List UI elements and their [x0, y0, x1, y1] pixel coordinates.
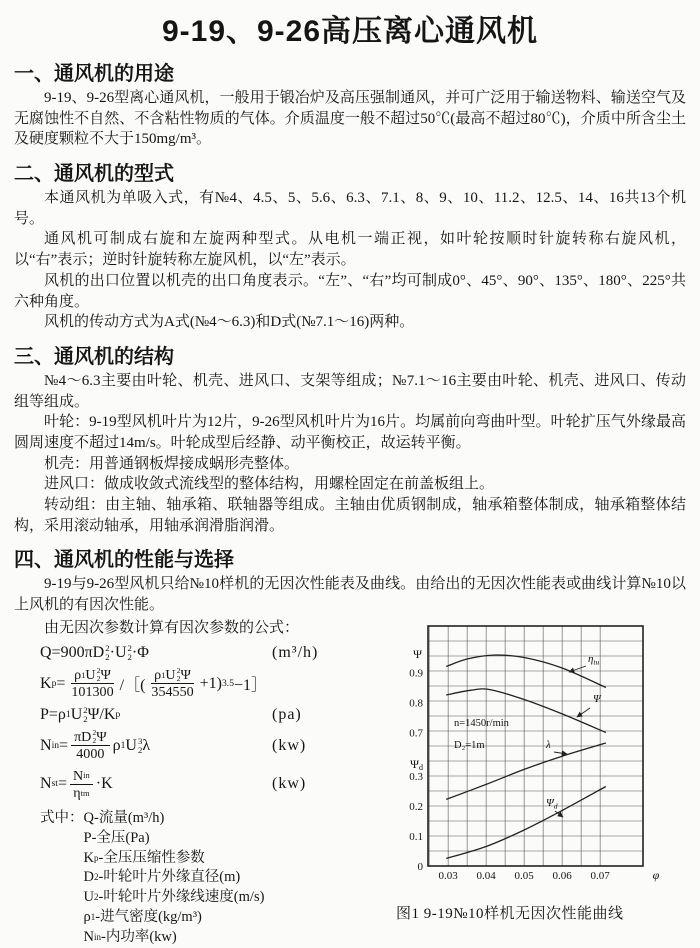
formula-row: N st = N in η tm ·K (kw)	[40, 767, 307, 801]
legend-items	[84, 809, 265, 948]
paragraph: 风机的传动方式为A式(№4～6.3)和D式(№7.1～16)两种。	[44, 314, 415, 331]
svg-text:0.06: 0.06	[552, 869, 572, 882]
bottom-area	[14, 618, 686, 948]
svg-text:Ψd: Ψd	[410, 756, 423, 772]
svg-text:0: 0	[417, 860, 423, 873]
chart-column	[390, 618, 686, 948]
svg-text:0.3: 0.3	[409, 770, 423, 783]
paragraph: 9-19、9-26型离心通风机，一般用于锻冶炉及高压强制通风，并可广泛用于输送物料、输送空气及无腐蚀性不自然、不含粘性物质的气体。介质温度一般不超过50℃(最高不超过80℃)，介质中所含尘土及硬度颗粒不大于150mg/m³。	[14, 90, 686, 148]
svg-text:0.9: 0.9	[409, 667, 423, 680]
svg-text:0.1: 0.1	[409, 830, 423, 843]
paragraph: 9-19与9-26型风机只给№10样机的无因次性能表及曲线。由给出的无因次性能表或曲线计算№10以上风机的有因次性能。	[14, 576, 686, 614]
formulas-column	[14, 618, 386, 948]
page-title: 9-19、9-26高压离心通风机	[161, 15, 539, 48]
svg-text:0.04: 0.04	[476, 869, 496, 882]
section-heading: 三、通风机的结构	[14, 345, 174, 368]
formula-list	[40, 644, 386, 801]
svg-text:0.07: 0.07	[590, 869, 610, 882]
svg-text:0.03: 0.03	[438, 869, 458, 882]
paragraph: 风机的出口位置以机壳的出口角度表示。“左”、“右”均可制成0°、45°、90°、135°、180°、225°共六种角度。	[14, 272, 686, 310]
section-heading: 一、通风机的用途	[14, 63, 174, 85]
svg-text:n=1450r/min: n=1450r/min	[454, 717, 509, 729]
paragraph: 机壳：用普通钢板焊接成蜗形壳整体。	[44, 455, 300, 472]
legend-item: P-全压(Pa)	[83, 829, 150, 846]
legend-label: 式中：	[40, 809, 84, 826]
svg-text:Ψd: $\Psi_d$	[546, 796, 558, 811]
paragraph: 转动组：由主轴、轴承箱、联轴器等组成。主轴由优质钢制成，轴承箱整体制成，轴承箱整体结构，采用滚动轴承，用轴承润滑脂润滑。	[14, 497, 686, 534]
chart-caption: 图1 9-19№10样机无因次性能曲线	[396, 905, 624, 922]
paragraph: 叶轮：9-19型风机叶片为12片，9-26型风机叶片为16片。均属前向弯曲叶型。叶轮扩压气外缘最高圆周速度不超过14m/s。叶轮成型后经静、动平衡校正，故运转平衡。	[14, 414, 686, 451]
legend-item: Q-流量(m³/h)	[83, 809, 165, 826]
formula-row: N in = π D 2 2 Ψ 4000 ρ 1 U 3 2 λ (kw)	[40, 728, 307, 763]
legend-item: ρ 1 -进气密度(kg/m³)	[83, 909, 202, 926]
svg-text:D₂=1m: D₂=1m	[454, 739, 485, 751]
formulas-intro: 由无因次参数计算有因次参数的公式：	[44, 619, 300, 636]
svg-text:φ: φ	[652, 867, 660, 882]
formula-row: Q=900π D 2 2 · U 2 2 ·Φ (m³/h)	[40, 642, 319, 662]
legend-item: D 2 -叶轮叶片外缘直径(m)	[83, 869, 241, 886]
paragraph: №4～6.3主要由叶轮、机壳、进风口、支架等组成；№7.1～16主要由叶轮、机壳、进风口、传动组等组成。	[14, 372, 686, 410]
legend-item: N in -内功率(kw)	[83, 929, 177, 945]
legend-item: U 2 -叶轮叶片外缘线速度(m/s)	[83, 889, 265, 906]
paragraph: 通风机可制成右旋和左旋两种型式。从电机一端正视，如叶轮按顺时针旋转称右旋风机，以“右”表示；逆时针旋转称左旋风机，以“左”表示。	[14, 231, 686, 269]
svg-text:Ψ: Ψ	[413, 646, 422, 661]
legend-item: K p -全压压缩性参数	[83, 849, 205, 866]
paragraph: 本通风机为单吸入式，有№4、4.5、5、5.6、6.3、7.1、8、9、10、11.2、12.5、14、16共13个机号。	[14, 190, 686, 227]
svg-text:0.2: 0.2	[409, 800, 423, 813]
svg-text:λ: λ	[546, 738, 551, 751]
formula-row: P= ρ 1 U 2 2 Ψ/ K p (pa)	[40, 704, 302, 724]
sections-container	[14, 57, 686, 616]
svg-text:0.8: 0.8	[409, 697, 423, 710]
formula-row: K p = ρ 1 U 2 2 Ψ 101300 /［( ρ 1 U 2 2 Ψ 354550 +1) 3.5 −1］	[40, 666, 268, 701]
svg-text:Ψ: Ψ	[593, 692, 601, 705]
paragraph: 进风口：做成收敛式流线型的整体结构，用螺栓固定在前盖板组上。	[44, 476, 495, 493]
section-heading: 四、通风机的性能与选择	[14, 549, 234, 572]
svg-text:ηtu: $\eta_{tu}$	[588, 652, 600, 667]
symbol-legend	[40, 809, 386, 948]
performance-chart	[390, 618, 686, 899]
svg-text:0.7: 0.7	[409, 727, 423, 740]
section-heading: 二、通风机的型式	[14, 163, 174, 186]
svg-text:0.05: 0.05	[514, 869, 534, 882]
